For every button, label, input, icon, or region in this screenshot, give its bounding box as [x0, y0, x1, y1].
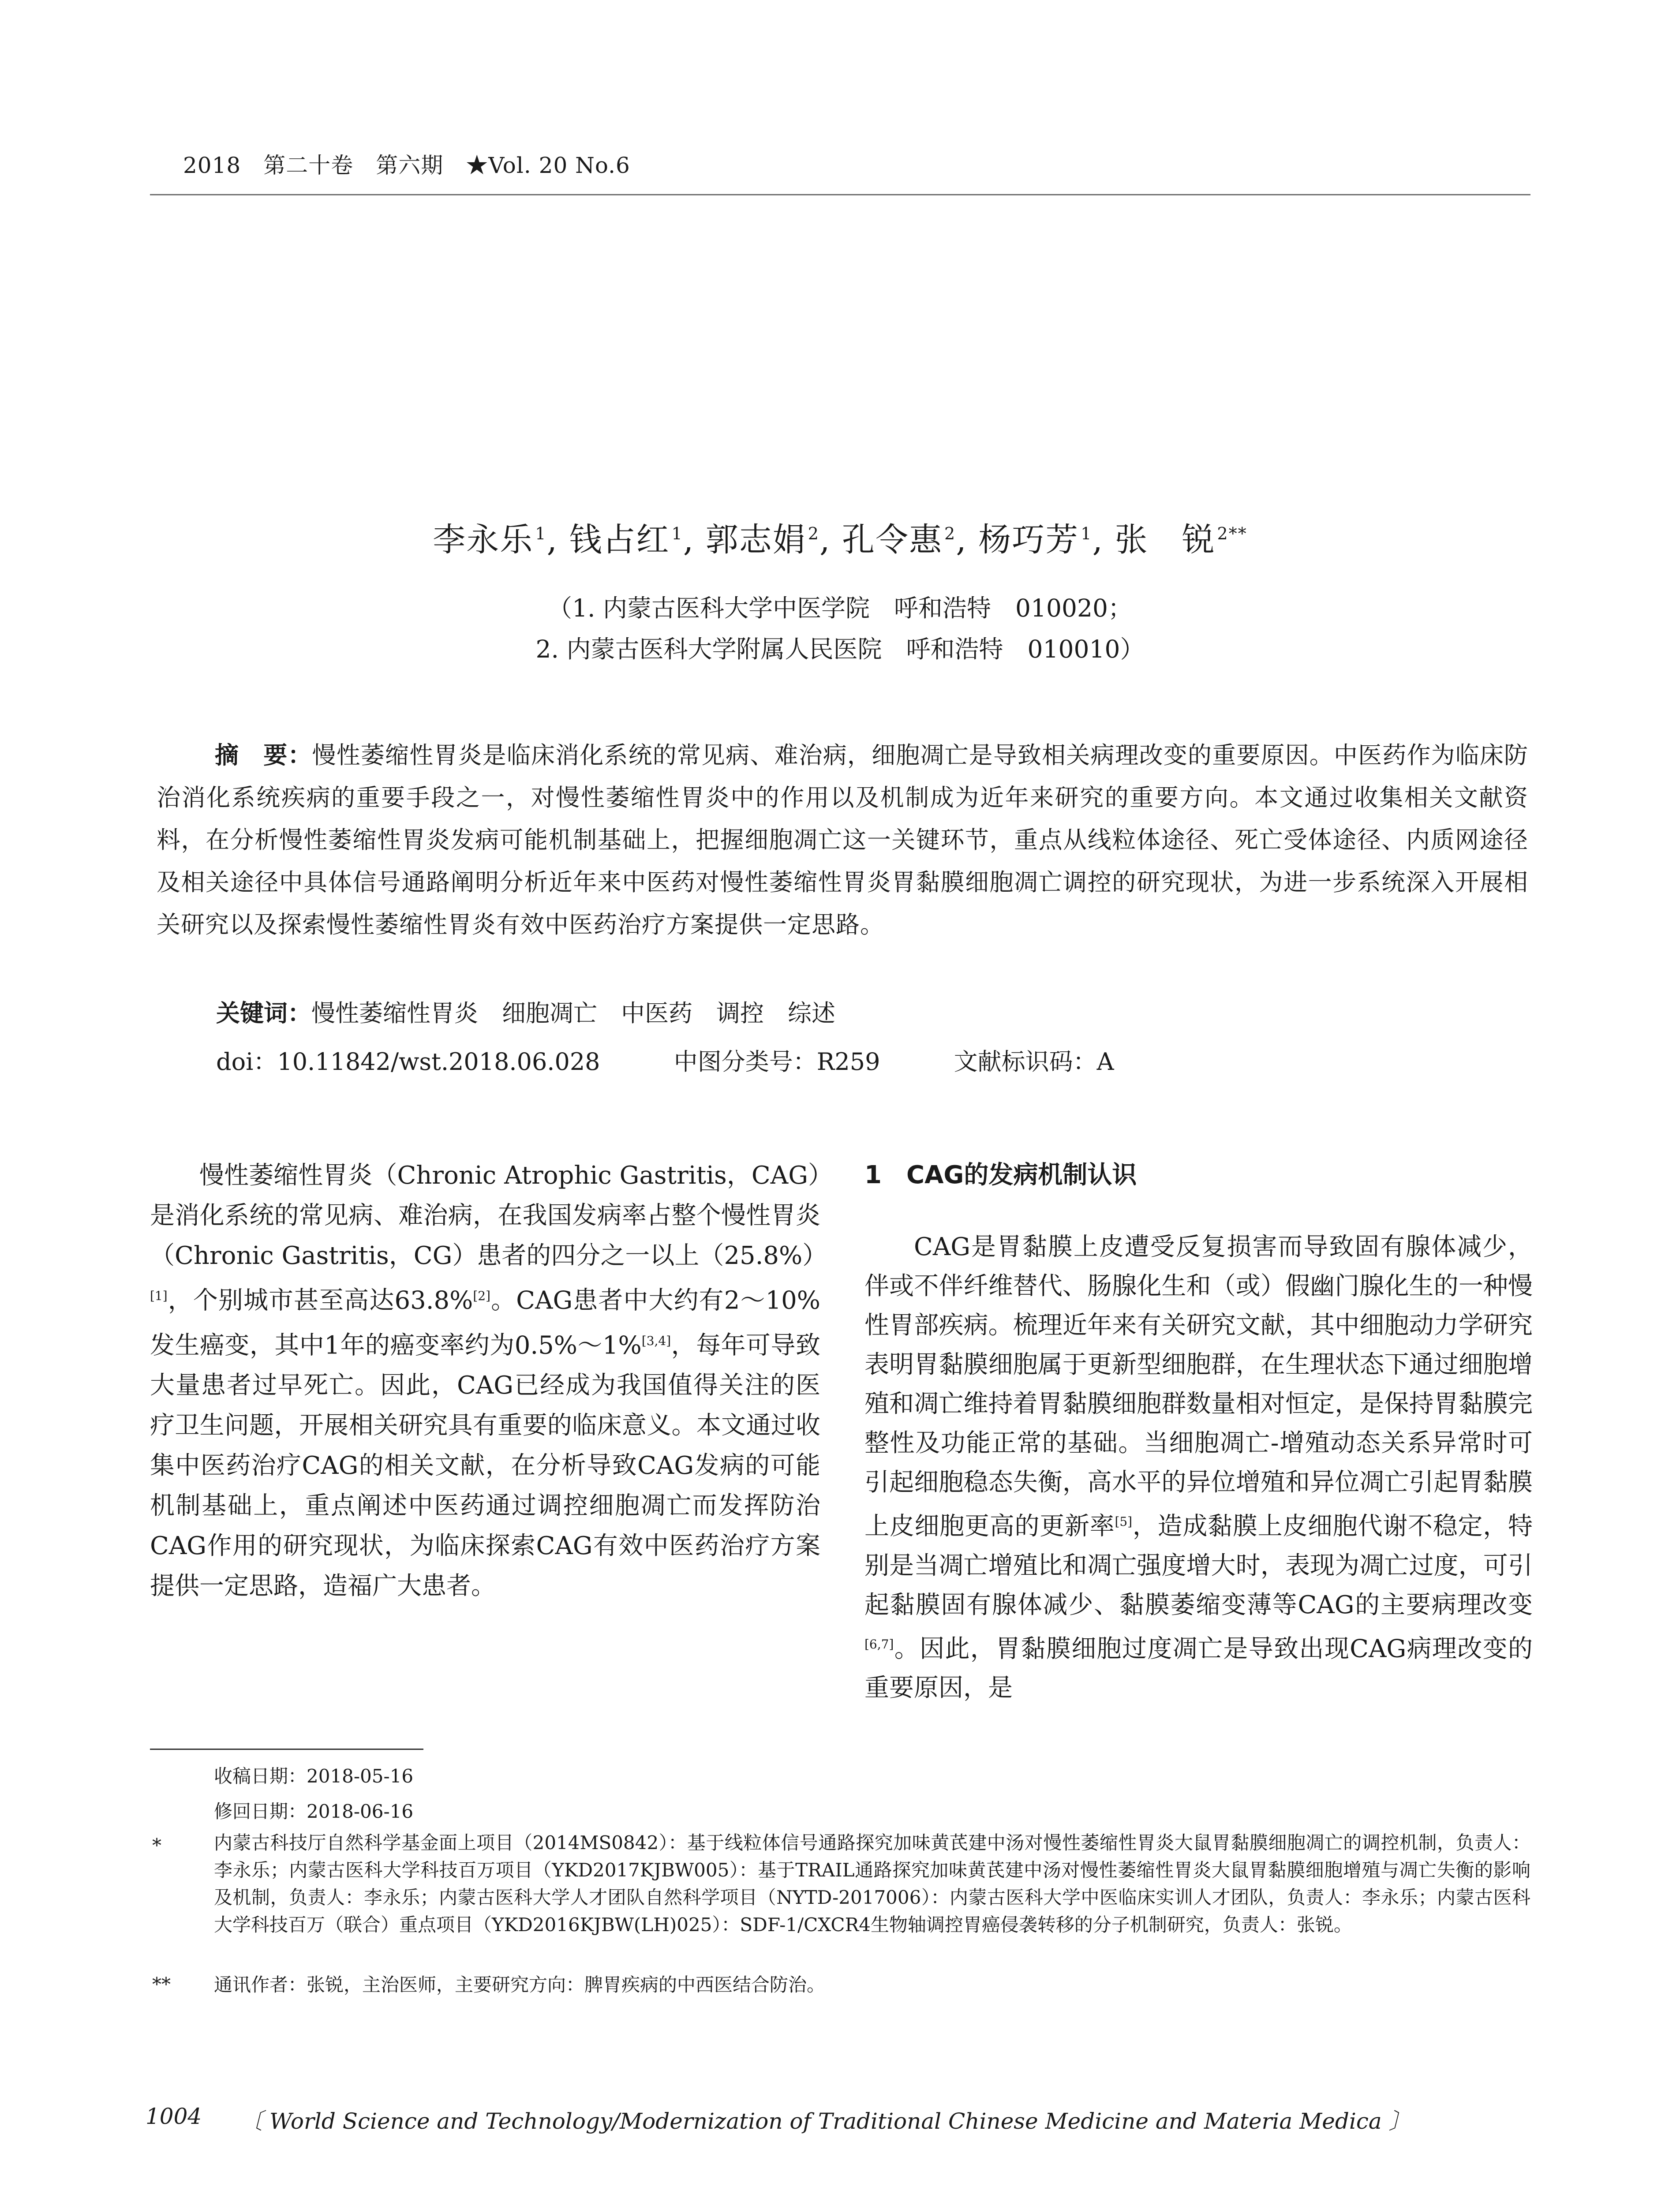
- classification-number: 中图分类号：R259: [673, 1048, 880, 1076]
- revised-date: 修回日期：2018-06-16: [214, 1801, 414, 1822]
- article-meta: [216, 1043, 1180, 1077]
- footnote-mark: *: [152, 1835, 161, 1856]
- citation: [2]: [473, 1289, 491, 1303]
- section-paragraph: CAG是胃黏膜上皮遭受反复损害而导致固有腺体减少，伴或不伴纤维替代、肠腺化生和（或）假幽门腺化生的一种慢性胃部疾病。梳理近年来有关研究文献，其中细胞动力学研究表明胃黏膜细胞属于更新型细胞群，在生理状态下通过细胞增殖和凋亡维持着胃黏膜细胞群数量相对恒定，是保持胃黏膜完整性及功能正常的基础。当细胞凋亡-增殖动态关系异常时可引起细胞稳态失衡，高水平的异位增殖和异位凋亡引起胃黏膜上皮细胞更高的更新率[5]，造成黏膜上皮细胞代谢不稳定，特别是当凋亡增殖比和凋亡强度增大时，表现为凋亡过度，可引起黏膜固有腺体减少、黏膜萎缩变薄等CAG的主要病理改变[6,7]。因此，胃黏膜细胞过度凋亡是导致出现CAG病理改变的重要原因，是: [864, 1233, 1533, 1703]
- doi: doi：10.11842/wst.2018.06.028: [216, 1048, 600, 1076]
- author: 郭志娟 $^2$,: [705, 521, 831, 559]
- abstract: [157, 734, 1528, 946]
- received-date: 收稿日期：2018-05-16: [214, 1765, 414, 1787]
- citation: [5]: [1115, 1514, 1133, 1529]
- section-heading: 1 CAG的发病机制认识: [864, 1161, 1137, 1189]
- author: 钱占红 $^1$,: [569, 521, 695, 559]
- author: 张 锐 $^{2**}$: [1115, 521, 1247, 559]
- corresponding-author-note: 通讯作者：张锐，主治医师，主要研究方向：脾胃疾病的中西医结合防治。: [214, 1974, 826, 1996]
- footnote-rule: [150, 1749, 423, 1750]
- keywords: [216, 994, 835, 1028]
- citation: [6,7]: [864, 1637, 894, 1652]
- document-code: 文献标识码：A: [954, 1048, 1114, 1076]
- running-head: 2018 第二十卷 第六期 ★Vol. 20 No.6: [183, 153, 630, 178]
- author: 杨巧芳 $^1$,: [978, 521, 1104, 559]
- keywords-label: 关键词：: [216, 999, 311, 1027]
- keywords-text: 慢性萎缩性胃炎 细胞凋亡 中医药 调控 综述: [311, 999, 835, 1027]
- abstract-text: 慢性萎缩性胃炎是临床消化系统的常见病、难治病，细胞凋亡是导致相关病理改变的重要原因。中医药作为临床防治消化系统疾病的重要手段之一，对慢性萎缩性胃炎中的作用以及机制成为近年来研究的重要方向。本文通过收集相关文献资料，在分析慢性萎缩性胃炎发病可能机制基础上，把握细胞凋亡这一关键环节，重点从线粒体途径、死亡受体途径、内质网途径及相关途径中具体信号通路阐明分析近年来中医药对慢性萎缩性胃炎胃黏膜细胞凋亡调控的研究现状，为进一步系统深入开展相关研究以及探索慢性萎缩性胃炎有效中医药治疗方案提供一定思路。: [157, 741, 1529, 938]
- affiliation-line: （1. 内蒙古医科大学中医学院 呼和浩特 010020；: [548, 594, 1132, 622]
- author: 孔令惠 $^2$,: [842, 521, 967, 559]
- footnote-mark: **: [152, 1973, 171, 1995]
- citation: [3,4]: [641, 1333, 671, 1348]
- header-rule: [150, 194, 1530, 195]
- page-number: 1004: [146, 2104, 202, 2129]
- funding-note: 内蒙古科技厅自然科学基金面上项目（2014MS0842）：基于线粒体信号通路探究加味黄芪建中汤对慢性萎缩性胃炎大鼠胃黏膜细胞凋亡的调控机制，负责人：李永乐；内蒙古医科大学科技百万项目（YKD2017KJBW005）：基于TRAIL通路探究加味黄芪建中汤对慢性萎缩性胃炎大鼠胃黏膜细胞增殖与凋亡失衡的影响及机制，负责人：李永乐；内蒙古医科大学人才团队自然科学项目（NYTD-2017006）：内蒙古医科大学中医临床实训人才团队，负责人：李永乐；内蒙古医科大学科技百万（联合）重点项目（YKD2016KJBW(LH)025）：SDF-1/CXCR4生物轴调控胃癌侵袭转移的分子机制研究，负责人：张锐。: [214, 1832, 1530, 1936]
- citation: [1]: [150, 1289, 168, 1303]
- journal-name: 〔 World Science and Technology/Modernization of Traditional Chinese Medicine and Materia Medica 〕: [240, 2108, 1411, 2134]
- intro-paragraph: 慢性萎缩性胃炎（Chronic Atrophic Gastritis，CAG）是消化系统的常见病、难治病，在我国发病率占整个慢性胃炎（Chronic Gastritis，CG）患者的四分之一以上（25.8%）[1]，个别城市甚至高达63.8%[2]。CAG患者中大约有2～10%发生癌变，其中1年的癌变率约为0.5%～1%[3,4]，每年可导致大量患者过早死亡。因此，CAG已经成为我国值得关注的医疗卫生问题，开展相关研究具有重要的临床意义。本文通过收集中医药治疗CAG的相关文献，在分析导致CAG发病的可能机制基础上，重点阐述中医药通过调控细胞凋亡而发挥防治CAG作用的研究现状，为临床探索CAG有效中医药治疗方案提供一定思路，造福广大患者。: [150, 1161, 827, 1601]
- author-list: [0, 514, 1680, 561]
- abstract-label: 摘 要：: [215, 741, 312, 769]
- affiliation-line: 2. 内蒙古医科大学附属人民医院 呼和浩特 010010）: [535, 635, 1145, 663]
- author: 李永乐 $^1$,: [433, 521, 558, 559]
